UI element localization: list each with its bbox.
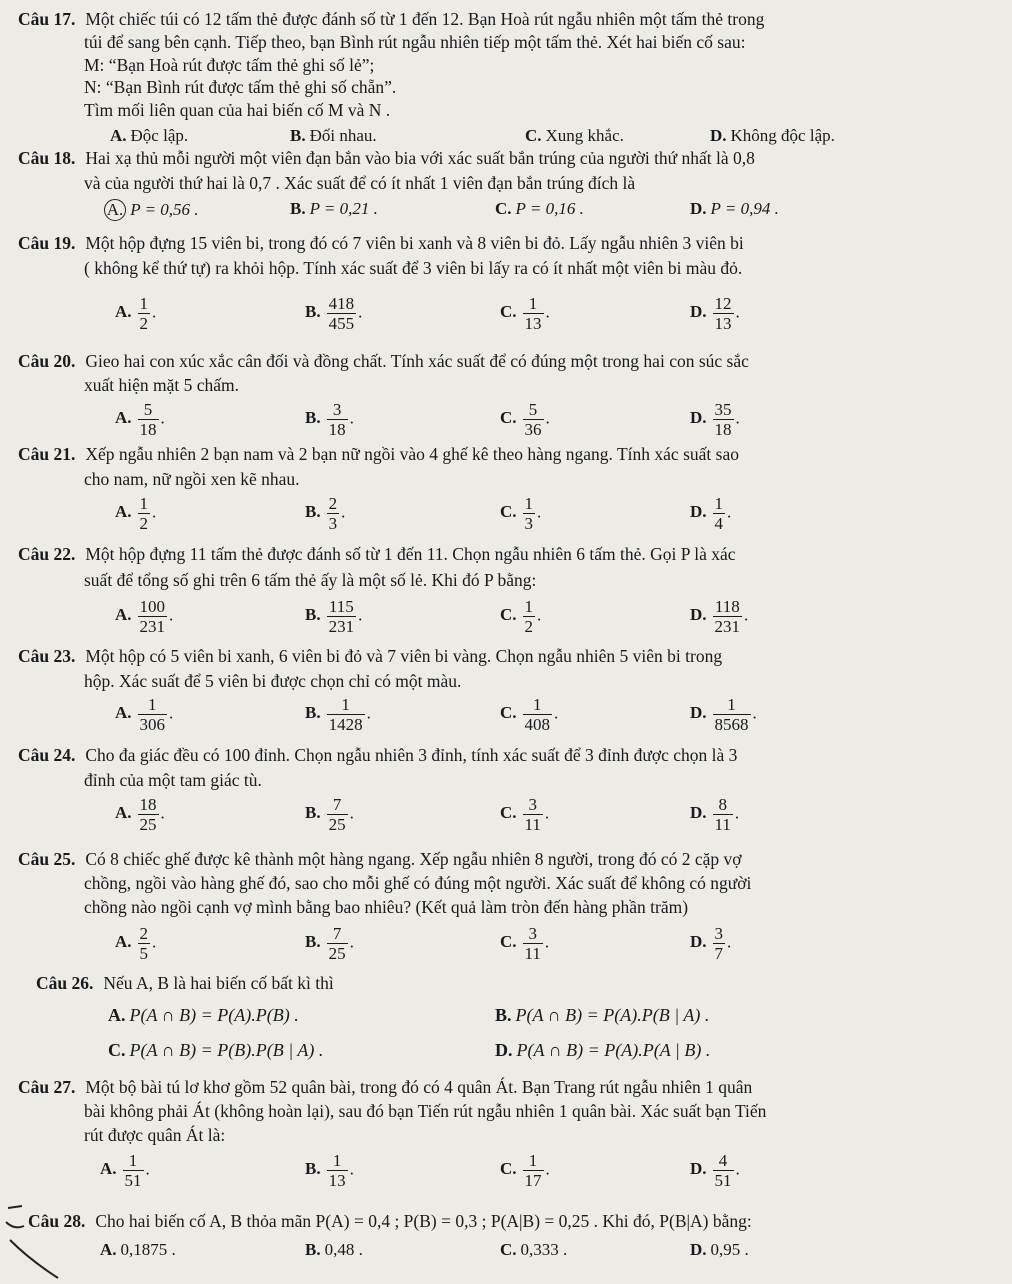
question-number: Câu 28. [28, 1211, 86, 1231]
question-text: Một hộp có 5 viên bi xanh, 6 viên bi đỏ và 7 viên bi vàng. Chọn ngẫu nhiên 5 viên bi trong [85, 646, 723, 666]
question-text: chồng nào ngồi cạnh vợ mình bằng bao nhiêu? (Kết quả làm tròn đến hàng phần trăm) [84, 897, 689, 917]
option-a[interactable]: A. $\frac{1}{306}$ . [115, 695, 174, 734]
option-c[interactable]: C. P = 0,16 . [495, 199, 584, 218]
question-text: Tìm mối liên quan của hai biến cố M và N . [84, 100, 391, 120]
option-d[interactable]: D. $\frac{4}{51}$ . [690, 1151, 740, 1190]
question-text: Cho đa giác đều có 100 đỉnh. Chọn ngẫu nhiên 3 đỉnh, tính xác suất để 3 đỉnh được chọn là 3 [85, 745, 738, 765]
question-text: M: “Bạn Hoà rút được tấm thẻ ghi số lẻ”; [84, 55, 375, 75]
option-b[interactable]: B. $\frac{3}{18}$ . [305, 400, 354, 439]
question-text: Gieo hai con xúc xắc cân đối và đồng chất. Tính xác suất để có đúng một trong hai con súc sắc [85, 351, 749, 371]
option-a[interactable]: A. P(A ∩ B) = P(A).P(B) . [108, 1005, 299, 1025]
question-text: Một hộp đựng 11 tấm thẻ được đánh số từ 1 đến 11. Chọn ngẫu nhiên 6 tấm thẻ. Gọi P là xác [85, 544, 736, 564]
option-d[interactable]: D. $\frac{12}{13}$ . [690, 294, 740, 333]
option-a[interactable]: A. $\frac{1}{2}$ . [115, 494, 157, 533]
question-text: đỉnh của một tam giác tù. [84, 770, 262, 790]
option-b[interactable]: B. Đối nhau. [290, 126, 377, 145]
question-number: Câu 25. [18, 849, 76, 869]
option-b[interactable]: B. 0,48 . [305, 1240, 363, 1259]
option-b[interactable]: B. $\frac{115}{231}$ . [305, 597, 363, 636]
option-b[interactable]: B. $\frac{7}{25}$ . [305, 795, 354, 834]
option-b[interactable]: B. $\frac{2}{3}$ . [305, 494, 346, 533]
option-c[interactable]: C. P(A ∩ B) = P(B).P(B | A) . [108, 1040, 324, 1060]
option-d[interactable]: D. P = 0,94 . [690, 199, 779, 218]
question-text: xuất hiện mặt 5 chấm. [84, 375, 240, 395]
option-d[interactable]: D. P(A ∩ B) = P(A).P(A | B) . [495, 1040, 711, 1060]
option-c[interactable]: C. $\frac{3}{11}$ . [500, 924, 550, 963]
option-c[interactable]: C. $\frac{1}{2}$ . [500, 597, 542, 636]
question-text: Cho hai biến cố A, B thỏa mãn P(A) = 0,4 ; P(B) = 0,3 ; P(A|B) = 0,25 . Khi đó, P(B|A) bằng: [95, 1211, 752, 1231]
option-a[interactable]: A. $\frac{1}{2}$ . [115, 294, 157, 333]
question-text: Một hộp đựng 15 viên bi, trong đó có 7 viên bi xanh và 8 viên bi đỏ. Lấy ngẫu nhiên 3 viên bi [85, 233, 744, 253]
option-c[interactable]: C. $\frac{1}{13}$ . [500, 294, 550, 333]
option-c[interactable]: C. $\frac{1}{3}$ . [500, 494, 542, 533]
question-text: suất để tổng số ghi trên 6 tấm thẻ ấy là một số lẻ. Khi đó P bằng: [84, 570, 537, 590]
option-d[interactable]: D. 0,95 . [690, 1240, 749, 1259]
question-text: Một bộ bài tú lơ khơ gồm 52 quân bài, trong đó có 4 quân Át. Bạn Trang rút ngẫu nhiên 1 quân [85, 1077, 753, 1097]
selected-answer-circle: A. [104, 199, 126, 221]
option-a[interactable]: A. P = 0,56 . [108, 199, 199, 221]
question-text: cho nam, nữ ngồi xen kẽ nhau. [84, 469, 300, 489]
pen-mark-icon [0, 1200, 80, 1284]
option-c[interactable]: C. $\frac{5}{36}$ . [500, 400, 550, 439]
question-number: Câu 17. [18, 9, 76, 29]
option-a[interactable]: A. $\frac{18}{25}$ . [115, 795, 165, 834]
option-c[interactable]: C. $\frac{1}{408}$ . [500, 695, 559, 734]
question-text: Một chiếc túi có 12 tấm thẻ được đánh số từ 1 đến 12. Bạn Hoà rút ngẫu nhiên một tấm thẻ trong [85, 9, 765, 29]
option-b[interactable]: B. P = 0,21 . [290, 199, 378, 218]
question-text: hộp. Xác suất để 5 viên bi được chọn chỉ có một màu. [84, 671, 462, 691]
question-text: rút được quân Át là: [84, 1125, 226, 1145]
question-text: Có 8 chiếc ghế được kê thành một hàng ngang. Xếp ngẫu nhiên 8 người, trong đó có 2 cặp vợ [85, 849, 742, 869]
option-c[interactable]: C. $\frac{3}{11}$ . [500, 795, 550, 834]
question-number: Câu 18. [18, 148, 76, 168]
question-text: N: “Bạn Bình rút được tấm thẻ ghi số chẵn”. [84, 77, 397, 97]
question-text: bài không phải Át (không hoàn lại), sau đó bạn Tiến rút ngẫu nhiên 1 quân bài. Xác suất bạn Tiến [84, 1101, 767, 1121]
option-d[interactable]: D. $\frac{35}{18}$ . [690, 400, 740, 439]
question-number: Câu 21. [18, 444, 76, 464]
option-d[interactable]: D. $\frac{1}{4}$ . [690, 494, 732, 533]
option-d[interactable]: D. $\frac{8}{11}$ . [690, 795, 740, 834]
question-number: Câu 27. [18, 1077, 76, 1097]
option-a[interactable]: A. Độc lập. [110, 126, 189, 145]
option-b[interactable]: B. $\frac{1}{13}$ . [305, 1151, 354, 1190]
option-b[interactable]: B. P(A ∩ B) = P(A).P(B | A) . [495, 1005, 710, 1025]
option-b[interactable]: B. $\frac{7}{25}$ . [305, 924, 354, 963]
option-c[interactable]: C. 0,333 . [500, 1240, 568, 1259]
question-text: Hai xạ thủ mỗi người một viên đạn bắn vào bia với xác suất bắn trúng của người thứ nhất là 0,8 [85, 148, 755, 168]
option-d[interactable]: D. $\frac{1}{8568}$ . [690, 695, 757, 734]
option-b[interactable]: B. $\frac{1}{1428}$ . [305, 695, 371, 734]
question-number: Câu 23. [18, 646, 76, 666]
option-a[interactable]: A. $\frac{1}{51}$ . [100, 1151, 150, 1190]
option-c[interactable]: C. $\frac{1}{17}$ . [500, 1151, 550, 1190]
option-d[interactable]: D. Không độc lập. [710, 126, 835, 145]
question-text: và của người thứ hai là 0,7 . Xác suất để có ít nhất 1 viên đạn bắn trúng đích là [84, 173, 636, 193]
question-number: Câu 20. [18, 351, 76, 371]
question-number: Câu 19. [18, 233, 76, 253]
option-b[interactable]: B. $\frac{418}{455}$ . [305, 294, 363, 333]
option-a[interactable]: A. $\frac{2}{5}$ . [115, 924, 157, 963]
question-text: ( không kể thứ tự) ra khỏi hộp. Tính xác suất để 3 viên bi lấy ra có ít nhất một viên bi màu đỏ. [84, 258, 743, 278]
option-c[interactable]: C. Xung khắc. [525, 126, 624, 145]
question-text: Xếp ngẫu nhiên 2 bạn nam và 2 bạn nữ ngồi vào 4 ghế kê theo hàng ngang. Tính xác suất sao [85, 444, 739, 464]
question-text: túi để sang bên cạnh. Tiếp theo, bạn Bình rút ngẫu nhiên tiếp một tấm thẻ. Xét hai biến cố sau: [84, 32, 746, 52]
option-a[interactable]: A. $\frac{5}{18}$ . [115, 400, 165, 439]
option-a[interactable]: A. 0,1875 . [100, 1240, 176, 1259]
question-number: Câu 24. [18, 745, 76, 765]
option-a[interactable]: A. $\frac{100}{231}$ . [115, 597, 174, 636]
question-text: Nếu A, B là hai biến cố bất kì thì [103, 973, 334, 993]
question-text: chồng, ngồi vào hàng ghế đó, sao cho mỗi ghế có đúng một người. Xác suất để không có người [84, 873, 752, 893]
question-number: Câu 22. [18, 544, 76, 564]
option-d[interactable]: D. $\frac{118}{231}$ . [690, 597, 749, 636]
option-d[interactable]: D. $\frac{3}{7}$ . [690, 924, 732, 963]
question-number: Câu 26. [36, 973, 94, 993]
